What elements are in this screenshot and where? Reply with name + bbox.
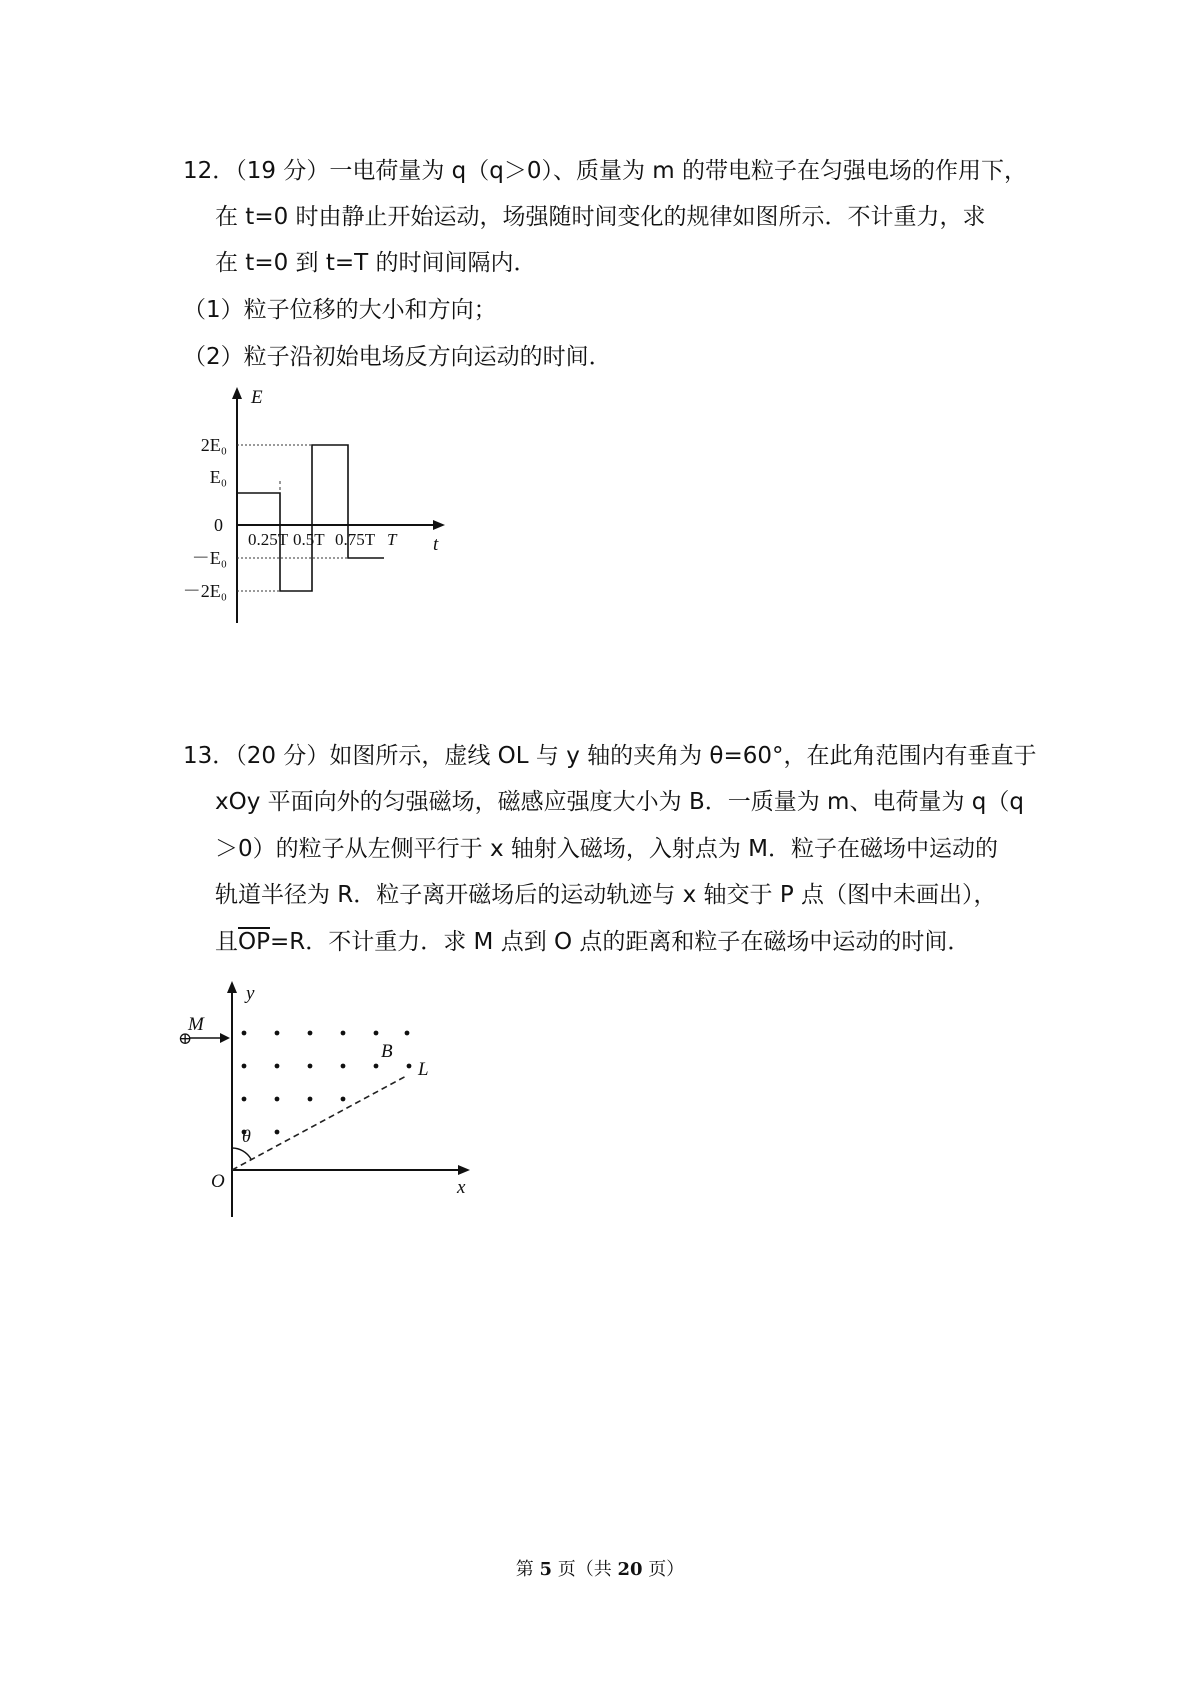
x-label-05t: 0.5T xyxy=(293,530,325,549)
q12-line-2: 在 t=0 时由静止开始运动，场强随时间变化的规律如图所示．不计重力，求 xyxy=(215,204,986,230)
q13-line-1: 13．（20 分）如图所示，虚线 OL 与 y 轴的夹角为 θ=60°，在此角范围内有垂直于 xyxy=(183,743,1037,769)
segment-op: $\overline{OP}$ xyxy=(238,929,270,955)
field-dot xyxy=(242,1064,247,1069)
e-axis-label: E xyxy=(251,387,263,408)
field-dot xyxy=(374,1031,379,1036)
field-dot xyxy=(242,1097,247,1102)
total-page-count: 20 xyxy=(617,1559,643,1580)
q13-line-3: ＞0）的粒子从左侧平行于 x 轴射入磁场，入射点为 M．粒子在磁场中运动的 xyxy=(215,836,999,862)
x-axis-label: x xyxy=(457,1177,466,1198)
q13-line-5-rest: =R．不计重力．求 M 点到 O 点的距离和粒子在磁场中运动的时间． xyxy=(269,929,971,955)
x-label-025t: 0.25T xyxy=(248,530,289,549)
angle-arc xyxy=(232,1148,251,1159)
e-axis-arrow xyxy=(232,387,242,399)
field-dot xyxy=(275,1031,280,1036)
angle-theta-label: θ xyxy=(242,1126,251,1146)
q12-line-1: 12．（19 分）一电荷量为 q（q＞0）、质量为 m 的带电粒子在匀强电场的作用下， xyxy=(183,158,1028,184)
field-dot xyxy=(242,1031,247,1036)
footer-suffix: 页） xyxy=(642,1559,685,1580)
field-dot xyxy=(275,1064,280,1069)
y-label-2e0: 2E₀ xyxy=(200,435,227,455)
x-axis-arrow xyxy=(458,1165,470,1175)
q13-line-5 xyxy=(215,927,970,957)
footer-middle: 页（共 xyxy=(552,1559,618,1580)
q12-part-1: （1）粒子位移的大小和方向； xyxy=(183,297,497,323)
y-axis-arrow xyxy=(227,981,237,993)
q12-line-3: 在 t=0 到 t=T 的时间间隔内． xyxy=(215,250,537,276)
field-dot xyxy=(275,1097,280,1102)
field-dot xyxy=(308,1097,313,1102)
y-label-e0: E₀ xyxy=(209,467,227,487)
field-dot xyxy=(374,1064,379,1069)
field-dot xyxy=(308,1031,313,1036)
field-b-label: B xyxy=(381,1041,393,1062)
q12-electric-field-graph xyxy=(175,385,465,630)
field-dot xyxy=(407,1064,412,1069)
line-l-label: L xyxy=(418,1059,429,1080)
x-label-t: T xyxy=(387,530,397,549)
charge-symbol: ⊕ xyxy=(178,1029,193,1048)
y-label-neg-e0: －E₀ xyxy=(191,548,227,568)
field-dot xyxy=(275,1130,280,1135)
field-dot xyxy=(341,1031,346,1036)
boundary-line-ol xyxy=(232,1075,408,1170)
y-label-neg-2e0: －2E₀ xyxy=(182,581,227,601)
q13-line-5-prefix: 且 xyxy=(215,929,238,955)
footer-prefix: 第 xyxy=(515,1559,540,1580)
x-label-075t: 0.75T xyxy=(335,530,376,549)
point-m-label: M xyxy=(188,1014,204,1035)
q12-part-2: （2）粒子沿初始电场反方向运动的时间． xyxy=(183,344,612,370)
origin-label: O xyxy=(211,1171,225,1192)
field-dot xyxy=(405,1031,410,1036)
y-axis-label: y xyxy=(246,983,255,1004)
q13-magnetic-field-diagram xyxy=(180,975,480,1225)
t-axis-label: t xyxy=(433,534,439,555)
field-dot xyxy=(341,1064,346,1069)
field-waveform xyxy=(237,445,384,591)
y-label-zero: 0 xyxy=(214,515,223,535)
page-footer xyxy=(0,1555,1200,1581)
q13-line-2: xOy 平面向外的匀强磁场，磁感应强度大小为 B．一质量为 m、电荷量为 q（q xyxy=(215,789,1024,815)
current-page-number: 5 xyxy=(539,1559,552,1580)
field-dot xyxy=(308,1064,313,1069)
t-axis-arrow xyxy=(433,520,445,530)
incident-arrow-head xyxy=(220,1033,230,1043)
field-dot xyxy=(341,1097,346,1102)
q13-line-4: 轨道半径为 R．粒子离开磁场后的运动轨迹与 x 轴交于 P 点（图中未画出）， xyxy=(215,882,997,908)
